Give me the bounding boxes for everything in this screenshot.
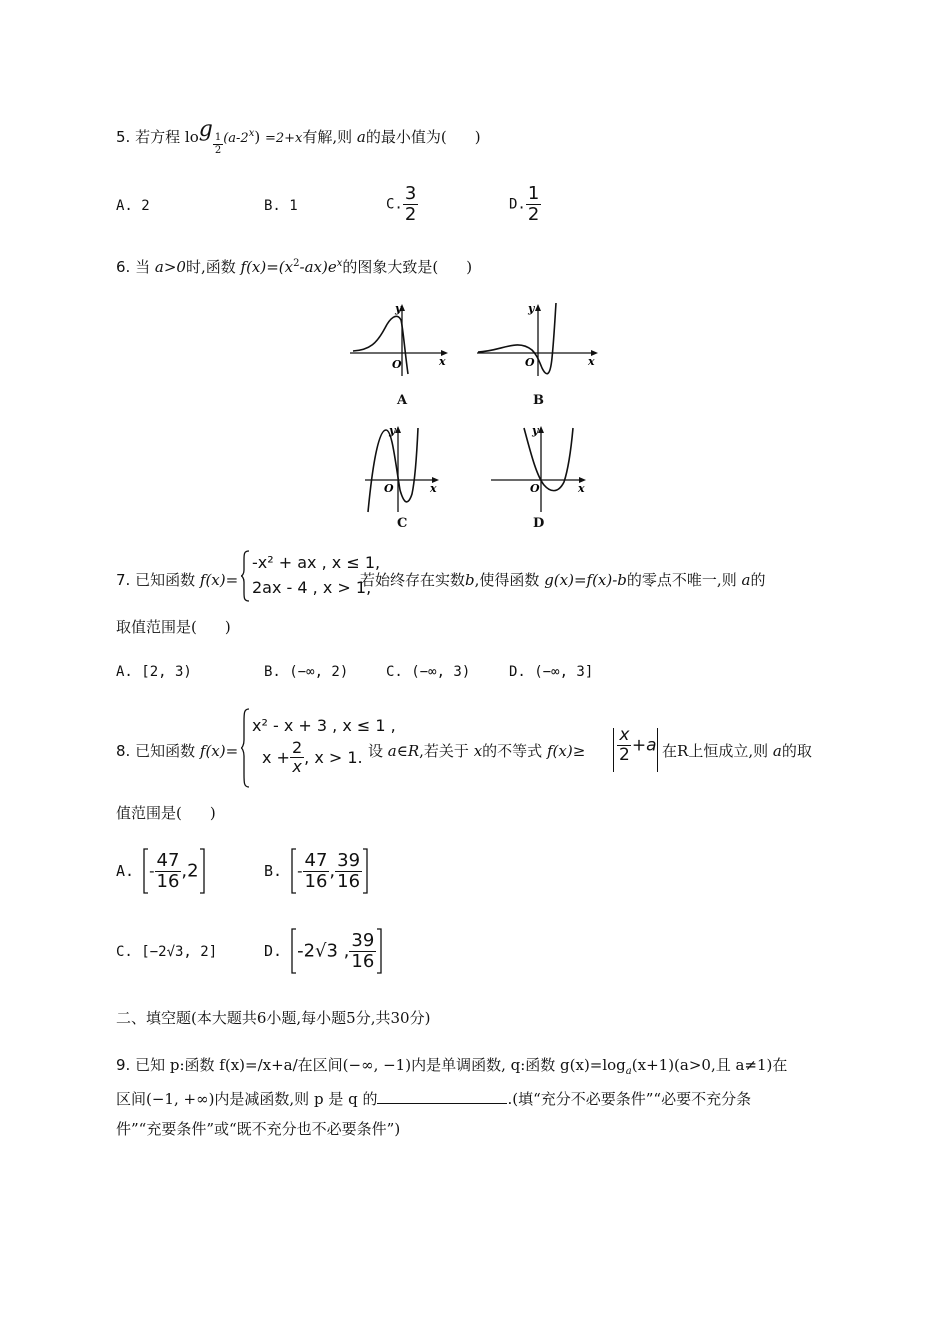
- svg-text:y: y: [528, 302, 535, 315]
- svg-text:O: O: [530, 482, 540, 495]
- svg-text:x: x: [588, 355, 595, 368]
- svg-text:y: y: [395, 302, 402, 315]
- left-brace: [240, 550, 250, 602]
- log-base: $\frac{1}{2}$: [214, 131, 222, 156]
- question-number: 5.: [116, 128, 131, 146]
- answer-blank[interactable]: [377, 1089, 507, 1104]
- svg-text:y: y: [389, 424, 396, 437]
- question-6: 6. 当 a>0时,函数 $f(x)=(x^2-ax)e^x$的图象大致是( ): [116, 258, 473, 276]
- option-d: D. (−∞, 3]: [509, 664, 594, 680]
- function-expr: =(x: [266, 258, 294, 276]
- option-a: A. - $\frac{47}{16}$ ,2: [116, 848, 205, 894]
- exponent: x: [248, 128, 255, 139]
- question-tail: 的图象大致是(: [342, 258, 439, 276]
- option-b: B. (−∞, 2): [264, 664, 349, 680]
- case-2: 2ax - 4 , x > 1,: [252, 578, 372, 597]
- abs-bar-right: [657, 728, 658, 772]
- graph-d: [486, 420, 596, 515]
- question-text-2: 时,函数: [185, 258, 236, 276]
- log-prefix: lo: [184, 128, 199, 146]
- svg-text:O: O: [392, 358, 402, 371]
- question-number: 6.: [116, 258, 131, 276]
- case-1: -x² + ax , x ≤ 1,: [252, 553, 381, 572]
- log-argument-end: ): [254, 128, 261, 146]
- graph-b: [472, 298, 602, 378]
- svg-text:x: x: [578, 482, 585, 495]
- question-text: 若方程: [135, 128, 181, 146]
- option-c: C. (−∞, 3): [386, 664, 471, 680]
- question-7-text: 若始终存在实数b,使得函数 g(x)=f(x)-b的零点不唯一,则 a的: [360, 571, 766, 589]
- case-2: x + $\frac{2}{x}$ , x > 1.: [262, 738, 363, 776]
- graph-a: [345, 298, 455, 378]
- case-1: x² - x + 3 , x ≤ 1 ,: [252, 716, 396, 735]
- question-8-tail: 在R上恒成立,则 a的取: [662, 742, 812, 760]
- abs-expression: $\frac{x}{2}$ +a: [619, 725, 657, 765]
- option-c: C. [−2√3, 2]: [116, 944, 218, 960]
- question-text-2: 有解,则: [302, 128, 353, 146]
- svg-text:y: y: [532, 424, 539, 437]
- option-d: D. $\frac{1}{2}$: [509, 183, 540, 225]
- svg-text:x: x: [430, 482, 437, 495]
- option-a: A. [2, 3): [116, 664, 192, 680]
- log-argument: (a-2: [223, 131, 249, 146]
- question-tail: 的最小值为(: [365, 128, 447, 146]
- svg-text:O: O: [384, 482, 394, 495]
- question-5: [116, 117, 481, 156]
- variable: a: [356, 128, 366, 146]
- question-8-line2: 值范围是( ): [116, 804, 216, 822]
- condition: a>0: [154, 258, 186, 276]
- option-c: C. $\frac{3}{2}$: [386, 183, 417, 225]
- question-9-line3: 件”“充要条件”或“既不充分也不必要条件”): [116, 1120, 401, 1138]
- question-7-lead: 7. 已知函数 f(x)=: [116, 571, 239, 589]
- graph-c-label: C: [397, 516, 408, 531]
- question-9-line1: 9. 已知 p:函数 f(x)=/x+a/在区间(−∞, −1)内是单调函数, q:函数 $g(x)=\log_a(x+1)(a>0$,且 a≠1)在: [116, 1056, 788, 1077]
- graph-c: [360, 420, 450, 515]
- question-8-text: 设 a∈R,若关于 x的不等式 f(x)≥: [368, 742, 586, 760]
- question-8-lead: 8. 已知函数 f(x)=: [116, 742, 239, 760]
- graph-b-label: B: [533, 393, 544, 408]
- option-d: D. -2√3 , $\frac{39}{16}$: [264, 928, 382, 974]
- question-7-line2: 取值范围是( ): [116, 618, 231, 636]
- function-name: f(x): [240, 258, 267, 276]
- graph-a-label: A: [397, 393, 408, 408]
- abs-bar-left: [613, 728, 614, 772]
- left-brace: [240, 708, 250, 788]
- question-text: 当: [135, 258, 151, 276]
- equation-rhs: =2+x: [264, 131, 303, 146]
- question-9-line2: 区间(−1, +∞)内是减函数,则 p 是 q 的 .(填“充分不必要条件”“必要不充分条: [116, 1090, 752, 1108]
- graph-d-label: D: [533, 516, 545, 531]
- svg-text:x: x: [439, 355, 446, 368]
- svg-text:O: O: [525, 356, 535, 369]
- log-g: g: [198, 117, 213, 142]
- option-b: B. - $\frac{47}{16}$ , $\frac{39}{16}$: [264, 848, 368, 894]
- option-a: A. 2: [116, 198, 150, 214]
- option-b: B. 1: [264, 198, 298, 214]
- close-paren: ): [474, 128, 481, 146]
- section-heading: 二、填空题(本大题共6小题,每小题5分,共30分): [116, 1009, 431, 1027]
